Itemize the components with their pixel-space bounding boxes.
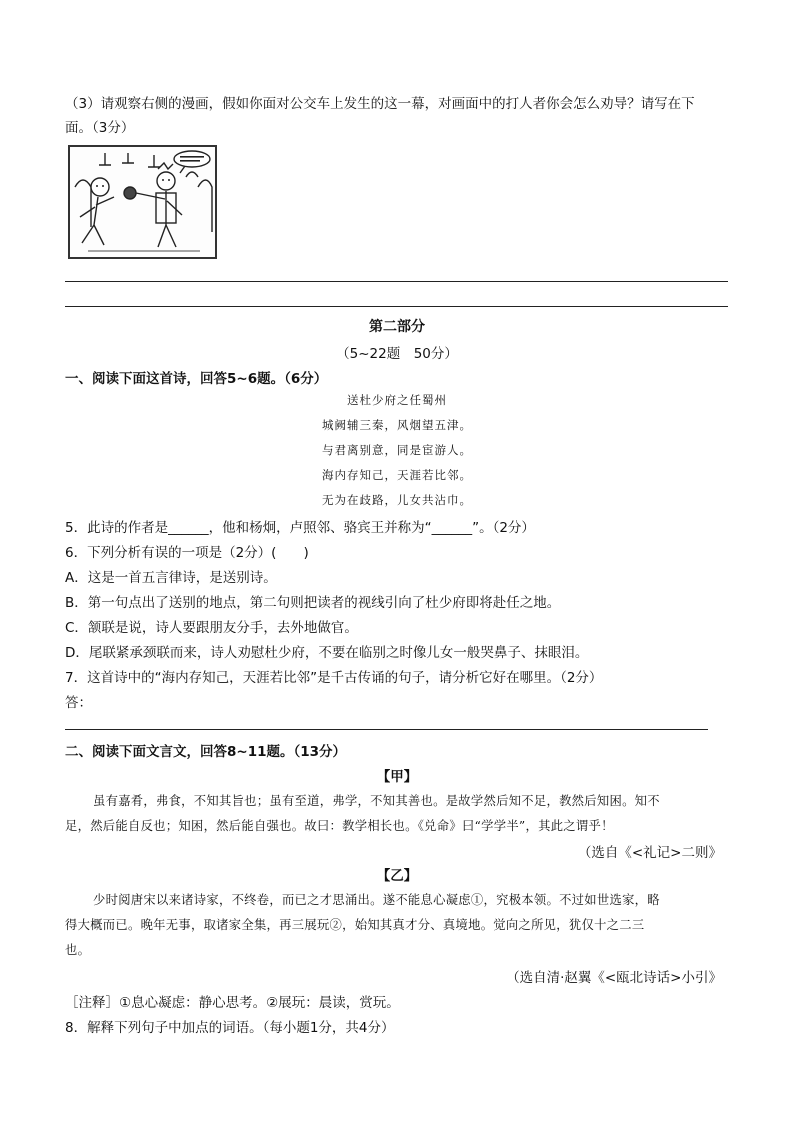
passage-yi-source: （选自清·赵翼《<瓯北诗话>小引》 — [506, 970, 722, 986]
question-5: 5．此诗的作者是______，他和杨炯，卢照邻、骆宾王并称为“______”。（2分） — [65, 520, 535, 536]
answer-line — [65, 306, 728, 307]
answer-line — [65, 729, 708, 730]
sec1-heading: 一、阅读下面这首诗，回答5~6题。（6分） — [65, 371, 328, 387]
answer-label: 答： — [65, 695, 92, 711]
part2-subtitle: （5~22题 50分） — [336, 346, 458, 362]
passage-yi-title: 【乙】 — [376, 868, 418, 884]
passage-yi-line: 也。 — [65, 943, 91, 957]
question-6: 6．下列分析有误的一项是（2分）( ) — [65, 545, 309, 561]
answer-line — [65, 281, 728, 282]
q3-line2: 面。（3分） — [65, 120, 135, 136]
sec2-heading: 二、阅读下面文言文，回答8~11题。（13分） — [65, 744, 347, 760]
poem-line: 无为在歧路，儿女共沾巾。 — [322, 493, 472, 507]
q3-line1: （3）请观察右侧的漫画，假如你面对公交车上发生的这一幕，对画面中的打人者你会怎么劝导？请写在下 — [65, 96, 695, 112]
option-d: D．尾联紧承颈联而来，诗人劝慰杜少府，不要在临别之时像儿女一般哭鼻子、抹眼泪。 — [65, 645, 589, 661]
option-c: C．颔联是说，诗人要跟朋友分手，去外地做官。 — [65, 620, 358, 636]
passage-jia-title: 【甲】 — [376, 769, 418, 785]
passage-yi-line: 少时阅唐宋以来诸诗家，不终卷，而已之才思涌出。遂不能息心凝虑①，究极本领。不过如世选家，略 — [93, 893, 660, 907]
question-8: 8．解释下列句子中加点的词语。（每小题1分，共4分） — [65, 1020, 395, 1036]
poem-title: 送杜少府之任蜀州 — [347, 393, 447, 407]
passage-jia-source: （选自《<礼记>二则》 — [577, 845, 722, 861]
comic-illustration — [68, 145, 217, 259]
option-b: B．第一句点出了送别的地点，第二句则把读者的视线引向了杜少府即将赴任之地。 — [65, 595, 561, 611]
poem-line: 城阙辅三秦，风烟望五津。 — [322, 418, 472, 432]
part2-title: 第二部分 — [369, 319, 425, 335]
option-a: A．这是一首五言律诗，是送别诗。 — [65, 570, 277, 586]
annotation-note: ［注释］①息心凝虑：静心思考。②展玩：晨读，赏玩。 — [65, 995, 400, 1011]
question-7: 7．这首诗中的“海内存知己，天涯若比邻”是千古传诵的句子，请分析它好在哪里。（2分） — [65, 670, 603, 686]
passage-jia-line: 足，然后能自反也；知困，然后能自强也。故曰：教学相长也。《兑命》曰“学学半”，其此之谓乎！ — [65, 819, 614, 833]
poem-line: 与君离别意，同是宦游人。 — [322, 443, 472, 457]
passage-yi-line: 得大概而已。晚年无事，取诸家全集，再三展玩②，始知其真才分、真境地。觉向之所见，犹仅十之二三 — [65, 918, 645, 932]
passage-jia-line: 虽有嘉肴，弗食，不知其旨也；虽有至道，弗学，不知其善也。是故学然后知不足，教然后知困。知不 — [93, 794, 660, 808]
poem-line: 海内存知己，天涯若比邻。 — [322, 468, 472, 482]
